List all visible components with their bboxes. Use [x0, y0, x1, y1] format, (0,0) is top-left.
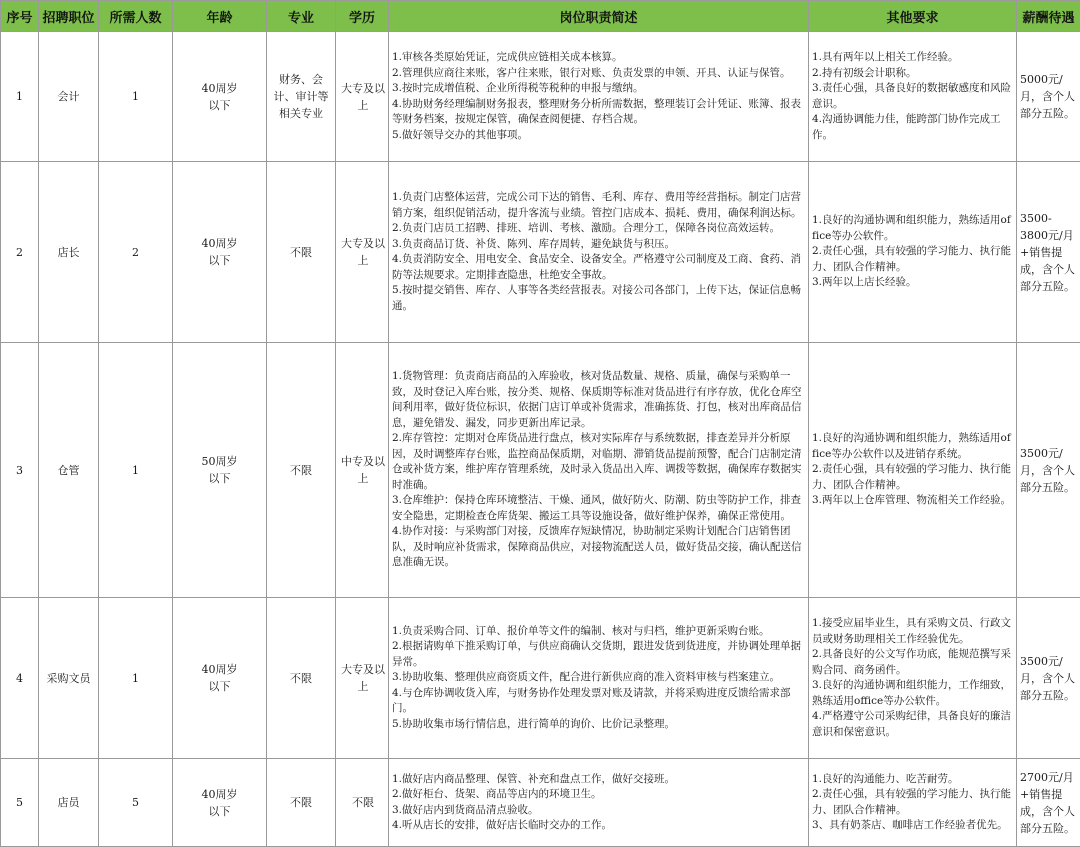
requirement-item: 1.良好的沟通能力、吃苦耐劳。 [812, 772, 1013, 788]
duty-item: 5.做好领导交办的其他事项。 [392, 128, 805, 144]
row-education: 大专及以上 [336, 32, 389, 162]
row-requirements [809, 32, 1017, 162]
requirement-item: 2.责任心强，具有较强的学习能力、执行能力、团队合作精神。 [812, 462, 1013, 493]
duty-item: 1.负责门店整体运营，完成公司下达的销售、毛利、库存、费用等经营指标。制定门店营销方案，组织促销活动，提升客流与业绩。管控门店成本、损耗、费用，确保利润达标。 [392, 190, 805, 221]
row-requirements [809, 759, 1017, 847]
row-education: 中专及以上 [336, 343, 389, 598]
row-salary: 2700元/月+销售提成，含个人部分五险。 [1017, 759, 1080, 847]
duty-item: 3.负责商品订货、补货、陈列、库存周转，避免缺货与积压。 [392, 237, 805, 253]
duty-item: 2.管理供应商往来账，客户往来账，银行对账、负责发票的申领、开具、认证与保管。 [392, 66, 805, 82]
row-position: 会计 [39, 32, 99, 162]
row-major: 不限 [267, 343, 336, 598]
row-duties [389, 32, 809, 162]
row-major: 不限 [267, 162, 336, 343]
row-age: 40周岁以下 [173, 759, 267, 847]
row-no: 1 [1, 32, 39, 162]
header-requirements: 其他要求 [809, 1, 1017, 32]
row-age: 40周岁以下 [173, 598, 267, 759]
duty-item: 4.协助财务经理编制财务报表，整理财务分析所需数据，整理装订会计凭证、账簿、报表等财务档案，按规定保管，确保查阅便捷、存档合规。 [392, 97, 805, 128]
row-count: 1 [99, 343, 173, 598]
row-count: 2 [99, 162, 173, 343]
row-position: 店员 [39, 759, 99, 847]
row-requirements [809, 343, 1017, 598]
header-duties: 岗位职责简述 [389, 1, 809, 32]
requirement-item: 4.严格遵守公司采购纪律，具备良好的廉洁意识和保密意识。 [812, 709, 1013, 740]
requirement-item: 3.责任心强，具备良好的数据敏感度和风险意识。 [812, 81, 1013, 112]
requirement-item: 1.良好的沟通协调和组织能力，熟练适用office等办公软件以及进销存系统。 [812, 431, 1013, 462]
duty-item: 4.协作对接：与采购部门对接，反馈库存短缺情况，协助制定采购计划配合门店销售团队，及时响应补货需求，保障商品供应，对接物流配送人员，做好货品交接，确认配送信息准确无误。 [392, 524, 805, 571]
table-row [1, 759, 1080, 847]
duty-item: 5.协助收集市场行情信息，进行简单的询价、比价记录整理。 [392, 717, 805, 733]
row-salary: 5000元/月，含个人部分五险。 [1017, 32, 1080, 162]
row-major: 不限 [267, 759, 336, 847]
row-no: 5 [1, 759, 39, 847]
duty-item: 1.负责采购合同、订单、报价单等文件的编制、核对与归档，维护更新采购台账。 [392, 624, 805, 640]
requirement-item: 2.责任心强，具有较强的学习能力、执行能力、团队合作精神。 [812, 244, 1013, 275]
requirement-item: 1.具有两年以上相关工作经验。 [812, 50, 1013, 66]
requirement-item: 1.接受应届毕业生，具有采购文员、行政文员或财务助理相关工作经验优先。 [812, 616, 1013, 647]
header-major: 专业 [267, 1, 336, 32]
row-duties [389, 759, 809, 847]
row-duties [389, 162, 809, 343]
row-position: 店长 [39, 162, 99, 343]
row-count: 1 [99, 32, 173, 162]
duty-item: 2.做好柜台、货架、商品等店内的环境卫生。 [392, 787, 805, 803]
row-position: 采购文员 [39, 598, 99, 759]
duty-item: 1.做好店内商品整理、保管、补充和盘点工作，做好交接班。 [392, 772, 805, 788]
duty-item: 2.负责门店员工招聘、排班、培训、考核、激励。合理分工，保障各岗位高效运转。 [392, 221, 805, 237]
header-age: 年龄 [173, 1, 267, 32]
duty-item: 4.与仓库协调收货入库，与财务协作处理发票对账及请款，并将采购进度反馈给需求部门。 [392, 686, 805, 717]
requirement-item: 3、具有奶茶店、咖啡店工作经验者优先。 [812, 818, 1013, 834]
row-salary: 3500元/月，含个人部分五险。 [1017, 598, 1080, 759]
row-duties [389, 343, 809, 598]
requirement-item: 2.具备良好的公文写作功底，能规范撰写采购合同、商务函件。 [812, 647, 1013, 678]
duty-item: 4.听从店长的安排，做好店长临时交办的工作。 [392, 818, 805, 834]
row-count: 5 [99, 759, 173, 847]
row-age: 50周岁以下 [173, 343, 267, 598]
row-salary: 3500元/月，含个人部分五险。 [1017, 343, 1080, 598]
requirement-item: 2.持有初级会计职称。 [812, 66, 1013, 82]
duty-item: 2.根据请购单下推采购订单，与供应商确认交货期，跟进发货到货进度，并协调处理单据异常。 [392, 639, 805, 670]
table-row [1, 162, 1080, 343]
header-position: 招聘职位 [39, 1, 99, 32]
duty-item: 3.做好店内到货商品清点验收。 [392, 803, 805, 819]
table-row [1, 598, 1080, 759]
row-requirements [809, 598, 1017, 759]
row-education: 大专及以上 [336, 162, 389, 343]
duty-item: 4.负责消防安全、用电安全、食品安全、设备安全。严格遵守公司制度及工商、食药、消防等法规要求。定期排查隐患，杜绝安全事故。 [392, 252, 805, 283]
header-salary: 薪酬待遇 [1017, 1, 1080, 32]
duty-item: 3.仓库维护：保持仓库环境整洁、干燥、通风，做好防火、防潮、防虫等防护工作，排查安全隐患，定期检查仓库货架、搬运工具等设施设备，做好维护保养，确保正常使用。 [392, 493, 805, 524]
duty-item: 5.按时提交销售、库存、人事等各类经营报表。对接公司各部门，上传下达，保证信息畅通。 [392, 283, 805, 314]
row-education: 大专及以上 [336, 598, 389, 759]
requirement-item: 2.责任心强，具有较强的学习能力、执行能力、团队合作精神。 [812, 787, 1013, 818]
table-row [1, 32, 1080, 162]
header-no: 序号 [1, 1, 39, 32]
row-major: 不限 [267, 598, 336, 759]
duty-item: 1.审核各类原始凭证，完成供应链相关成本核算。 [392, 50, 805, 66]
table-row [1, 343, 1080, 598]
row-salary: 3500-3800元/月+销售提成，含个人部分五险。 [1017, 162, 1080, 343]
row-requirements [809, 162, 1017, 343]
row-position: 仓管 [39, 343, 99, 598]
row-education: 不限 [336, 759, 389, 847]
requirement-item: 4.沟通协调能力佳，能跨部门协作完成工作。 [812, 112, 1013, 143]
row-count: 1 [99, 598, 173, 759]
requirement-item: 3.两年以上仓库管理、物流相关工作经验。 [812, 493, 1013, 509]
row-no: 4 [1, 598, 39, 759]
duty-item: 3.按时完成增值税、企业所得税等税种的申报与缴纳。 [392, 81, 805, 97]
row-duties [389, 598, 809, 759]
row-age: 40周岁以下 [173, 162, 267, 343]
requirement-item: 3.良好的沟通协调和组织能力，工作细致，熟练适用office等办公软件。 [812, 678, 1013, 709]
row-no: 3 [1, 343, 39, 598]
duty-item: 3.协助收集、整理供应商资质文件，配合进行新供应商的准入资料审核与档案建立。 [392, 670, 805, 686]
duty-item: 2.库存管控：定期对仓库货品进行盘点，核对实际库存与系统数据，排查差异并分析原因，及时调整库存台账，监控商品保质期，对临期、滞销货品提前预警，配合门店制定清仓或补货方案，维护库存管理系统，及时录入货品出入库、调拨等数据，确保库存数据实时准确。 [392, 431, 805, 493]
header-education: 学历 [336, 1, 389, 32]
requirement-item: 3.两年以上店长经验。 [812, 275, 1013, 291]
header-count: 所需人数 [99, 1, 173, 32]
row-no: 2 [1, 162, 39, 343]
row-age: 40周岁以下 [173, 32, 267, 162]
requirement-item: 1.良好的沟通协调和组织能力，熟练适用office等办公软件。 [812, 213, 1013, 244]
duty-item: 1.货物管理：负责商店商品的入库验收，核对货品数量、规格、质量，确保与采购单一致，及时登记入库台账，按分类、规格、保质期等标准对货品进行有序存放，优化仓库空间利用率，做好货位标识，依据门店订单或补货需求，准确拣货、打包，核对出库商品信息，避免错发、漏发，同步更新出库记录。 [392, 369, 805, 431]
row-major: 财务、会计、审计等相关专业 [267, 32, 336, 162]
header-row [1, 1, 1080, 32]
